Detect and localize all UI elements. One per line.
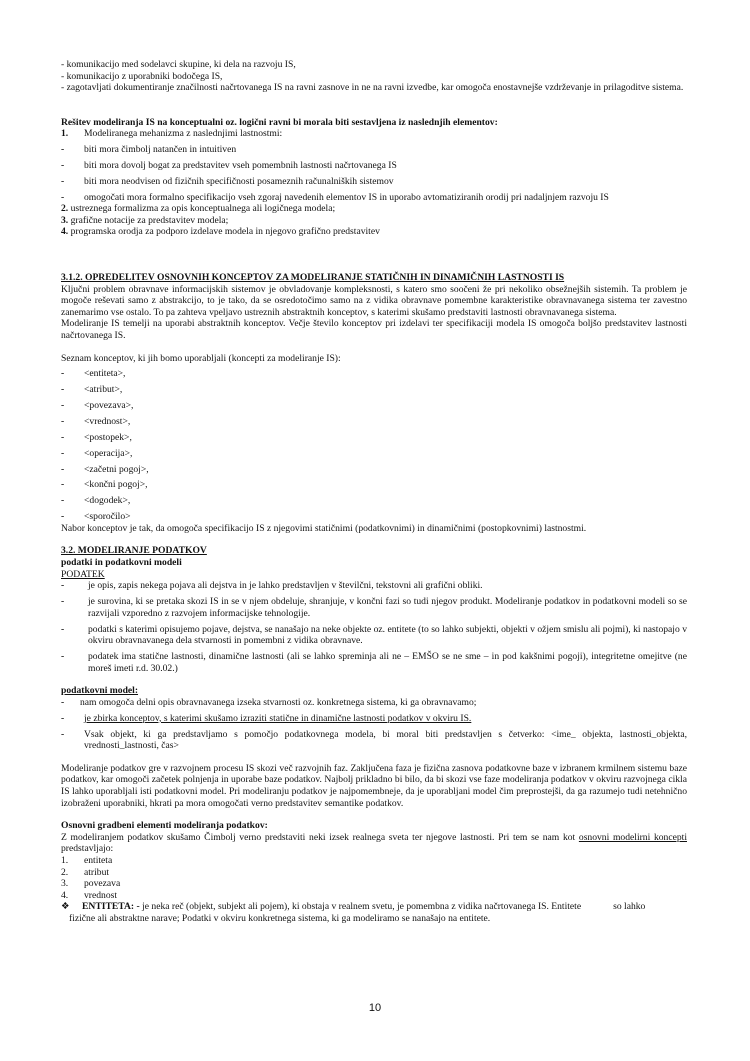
- entiteta-text: je neka reč (objekt, subjekt ali pojem), ki obstaja v realnem svetu, je pomembna z vidika načrtovanega IS. Entitete: [139, 901, 582, 913]
- entiteta-line-1: [82, 901, 687, 913]
- resitev-bullet: [61, 160, 687, 172]
- paragraph-text: Z modeliranjem podatkov skušamo Čimbolj verno predstaviti neki izsek realnega sveta ter njegove lastnosti. Pri tem se nam kot: [61, 831, 579, 843]
- resitev-item-4: [61, 226, 687, 238]
- diamond-bullet-icon: ❖: [61, 901, 70, 913]
- item-text: povezava: [84, 878, 121, 890]
- bullet-dash: -: [61, 191, 65, 203]
- resitev-bullet: [61, 192, 687, 204]
- bullet-dash: -: [61, 175, 65, 187]
- bullet-dash: -: [61, 596, 65, 608]
- osnovni-item: [61, 890, 687, 902]
- concept-text: <atribut>,: [84, 384, 123, 396]
- podatek-bullet: [61, 580, 687, 592]
- concept-text: <postopek>,: [84, 431, 132, 443]
- concept-item: [61, 448, 687, 460]
- podatkovni-model-label: podatkovni model:: [61, 685, 139, 697]
- bullet-text: nam omogoča delni opis obravnavanega izseka stvarnosti oz. konkretnega sistema, ki ga obravnavamo;: [80, 696, 477, 708]
- resitev-item-1: [61, 128, 687, 140]
- concept-item: [61, 368, 687, 380]
- osnovni-koncepti-link: osnovni modelirni koncepti: [578, 831, 687, 843]
- osnovni-paragraph: [61, 832, 687, 855]
- item-number: 4.: [61, 226, 69, 238]
- podatek-bullet: [61, 624, 687, 647]
- resitev-heading: Rešitev modeliranja IS na konceptualni oz. logični ravni bi morala biti sestavljena iz naslednjih elementov:: [61, 116, 498, 128]
- osnovni-item: [61, 867, 687, 879]
- concept-item: [61, 495, 687, 507]
- model-bullet: [61, 697, 687, 709]
- concept-item: [61, 479, 687, 491]
- modeliranje-paragraph: Modeliranje podatkov gre v razvojnem procesu IS skozi več razvojnih faz. Zaključena faza je fizična zasnova podatkovne baze v izbranem krmilnem sistemu baze podatkov, kar omogoči začetek polnjenja in uporabe baze podatkov. Najbolj prikladno bi bilo, da bi skozi vse faze modeliranja podatkov v okviru razvojnega cikla IS lahko uporabljali isti podatkovni model. Pri modeliranju podatkov je najpomembneje, da je uporabljani model čim preprostejši, da ga razumejo tudi netehnično izobraženi uporabniki, hkrati pa mora omogočati verno predstavitev semantike podatkov.: [61, 762, 687, 809]
- paragraph-text: predstavljajo:: [61, 843, 114, 855]
- bullet-dash: -: [61, 415, 65, 427]
- bullet-text: biti mora neodvisen od fizičnih specifičnosti posameznih računalniških sistemov: [84, 175, 394, 187]
- concept-text: <povezava>,: [84, 399, 134, 411]
- item-number: 1.: [61, 854, 69, 866]
- bullet-dash: -: [61, 580, 65, 592]
- bullet-dash: -: [61, 463, 65, 475]
- item-number: 2.: [61, 203, 69, 215]
- bullet-dash: -: [61, 159, 65, 171]
- podatek-label: PODATEK: [61, 568, 105, 580]
- bullet-dash: -: [61, 368, 65, 380]
- concept-item: [61, 384, 687, 396]
- osnovni-heading: Osnovni gradbeni elementi modeliranja podatkov:: [61, 820, 268, 832]
- bullet-dash: -: [61, 399, 65, 411]
- bullet-text: je surovina, ki se pretaka skozi IS in se v njem obdeluje, shranjuje, v končni fazi so tudi njegov produkt. Modeliranje podatkov in podatkovni modeli so se razvijali vzporedno z razvojem informacijske tehnologije.: [88, 596, 687, 619]
- model-bullet: [61, 713, 687, 725]
- intro-line-1: - komunikacijo med sodelavci skupine, ki dela na razvoju IS,: [61, 59, 296, 70]
- item-text: ustreznega formalizma za opis konceptualnega ali logičnega modela;: [70, 203, 336, 215]
- intro-line-2: - komunikacijo z uporabniki bodočega IS,: [61, 70, 223, 82]
- bullet-dash: -: [61, 511, 65, 523]
- concept-text: <sporočilo>: [84, 511, 131, 523]
- model-bullet: [61, 729, 687, 752]
- bullet-text: podatki s katerimi opisujemo pojave, dejstva, se nanašajo na neke objekte oz. entitete (to so lahko subjekti, objekti v ožjem smislu ali pojmi), ki nastopajo v okviru obravnavanega dela stvarnosti in pomembni z vidika obravnave.: [88, 623, 687, 647]
- concept-list-intro: Seznam konceptov, ki jih bomo uporabljali (koncepti za modeliranje IS):: [61, 352, 341, 364]
- section-312-paragraph-2: Modeliranje IS temelji na uporabi abstraktnih konceptov. Večje število konceptov pri izdelavi ter specifikaciji modela IS omogoča boljšo predstavitev lastnosti načrtovanega IS.: [61, 318, 687, 341]
- resitev-bullet: [61, 176, 687, 188]
- resitev-item-2: [61, 203, 687, 215]
- concept-text: <operacija>,: [84, 447, 133, 459]
- concept-text: <začetni pogoj>,: [84, 463, 149, 475]
- concept-item: [61, 464, 687, 476]
- bullet-text: Vsak objekt, ki ga predstavljamo s pomočjo podatkovnega modela, bi moral biti predstavljen s četverko: <ime_ objekta, lastnosti_objekta, vrednosti_lastnosti, čas>: [84, 728, 687, 752]
- bullet-dash: -: [61, 479, 65, 491]
- podatek-bullet: [61, 651, 687, 674]
- podatek-bullet: [61, 596, 687, 619]
- item-text: entiteta: [84, 854, 113, 866]
- osnovni-item: [61, 878, 687, 890]
- bullet-dash: -: [61, 623, 65, 635]
- resitev-item-3: [61, 215, 687, 227]
- bullet-dash: -: [61, 384, 65, 396]
- page-number: 10: [368, 1002, 382, 1014]
- item-number: 1.: [61, 128, 69, 140]
- item-text: Modeliranega mehanizma z naslednjimi lastnostmi:: [84, 128, 283, 140]
- concept-item: [61, 400, 687, 412]
- concept-item: [61, 511, 687, 523]
- section-32-subheading: podatki in podatkovni modeli: [61, 556, 182, 568]
- concept-text: <vrednost>,: [84, 415, 131, 427]
- entiteta-line-2: fizične ali abstraktne narave; Podatki v okviru konkretnega sistema, ki ga modeliramo se nanašajo na entitete.: [69, 912, 491, 924]
- section-312-heading: 3.1.2. OPREDELITEV OSNOVNIH KONCEPTOV ZA MODELIRANJE STATIČNIH IN DINAMIČNIH LASTNOSTI IS: [61, 272, 565, 284]
- item-number: 2.: [61, 866, 69, 878]
- concept-item: [61, 416, 687, 428]
- item-text: atribut: [84, 866, 110, 878]
- concept-text: <entiteta>,: [84, 368, 126, 380]
- bullet-dash: -: [61, 728, 65, 740]
- entiteta-definition: [61, 901, 687, 913]
- concept-item: [61, 432, 687, 444]
- item-number: 4.: [61, 889, 69, 901]
- bullet-text: biti mora dovolj bogat za predstavitev vseh pomembnih lastnosti načrtovanega IS: [84, 159, 397, 171]
- bullet-text: je opis, zapis nekega pojava ali dejstva in je lahko predstavljen v številčni, tekstovni ali grafični obliki.: [88, 580, 483, 592]
- item-text: vrednost: [84, 889, 118, 901]
- osnovni-item: [61, 855, 687, 867]
- bullet-dash: -: [61, 712, 65, 724]
- entiteta-text-b: so lahko: [613, 901, 646, 913]
- bullet-dash: -: [61, 696, 65, 708]
- entiteta-label: ENTITETA: -: [82, 901, 140, 913]
- bullet-text: podatek ima statične lastnosti, dinamične lastnosti (ali se lahko spreminja ali ne – EMŠO se ne sme – in pod kakšnimi pogoji), integritetne omejitve (ne moreš imeti r.d. 30.02.): [88, 651, 687, 674]
- bullet-text: omogočati mora formalno specifikacijo vseh zgoraj navedenih elementov IS in uporabo avtomatiziranih orodij pri nadaljnjem razvoju IS: [84, 191, 609, 203]
- bullet-text: biti mora čimbolj natančen in intuitiven: [84, 143, 237, 155]
- section-312-paragraph-1: Ključni problem obravnave informacijskih sistemov je obvladovanje kompleksnosti, s katero smo soočeni že pri nekoliko obsežnejših sistemih. Ta problem je mogoče reševati samo z abstrakcijo, to je tako, da se osredotočimo samo na z vidika obravnave pomembne karakteristike obravnavanega sistema ter zavestno zanemarimo vse ostalo. To pa zahteva vpeljavo ustreznih abstraktnih konceptov, s katerimi skušamo predstaviti lastnosti obravnavanega sistema.: [61, 283, 687, 318]
- bullet-dash: -: [61, 447, 65, 459]
- bullet-dash: -: [61, 495, 65, 507]
- concept-text: <dogodek>,: [84, 495, 131, 507]
- item-number: 3.: [61, 214, 69, 226]
- section-32-heading: 3.2. MODELIRANJE PODATKOV: [61, 545, 207, 557]
- item-number: 3.: [61, 878, 69, 890]
- concept-text: <končni pogoj>,: [84, 479, 148, 491]
- item-text: programska orodja za podporo izdelave modela in njegovo grafično predstavitev: [70, 226, 380, 238]
- intro-line-3: - zagotavljati dokumentiranje značilnosti načrtovanega IS na ravni zasnove in ne na ravni izvedbe, kar omogoča enostavnejše vzdrževanje in prilagoditve sistema.: [61, 82, 684, 94]
- concept-list-closing: Nabor konceptov je tak, da omogoča specifikacijo IS z njegovimi statičnimi (podatkovnimi) in dinamičnimi (postopkovnimi) lastnostmi.: [61, 522, 587, 534]
- bullet-text: je zbirka konceptov, s katerimi skušamo izraziti statične in dinamične lastnosti podatkov v okviru IS.: [84, 712, 472, 724]
- document-body: [61, 59, 687, 924]
- resitev-bullet: [61, 144, 687, 156]
- bullet-dash: -: [61, 651, 65, 663]
- bullet-dash: -: [61, 143, 65, 155]
- item-text: grafične notacije za predstavitev modela;: [70, 214, 229, 226]
- bullet-dash: -: [61, 431, 65, 443]
